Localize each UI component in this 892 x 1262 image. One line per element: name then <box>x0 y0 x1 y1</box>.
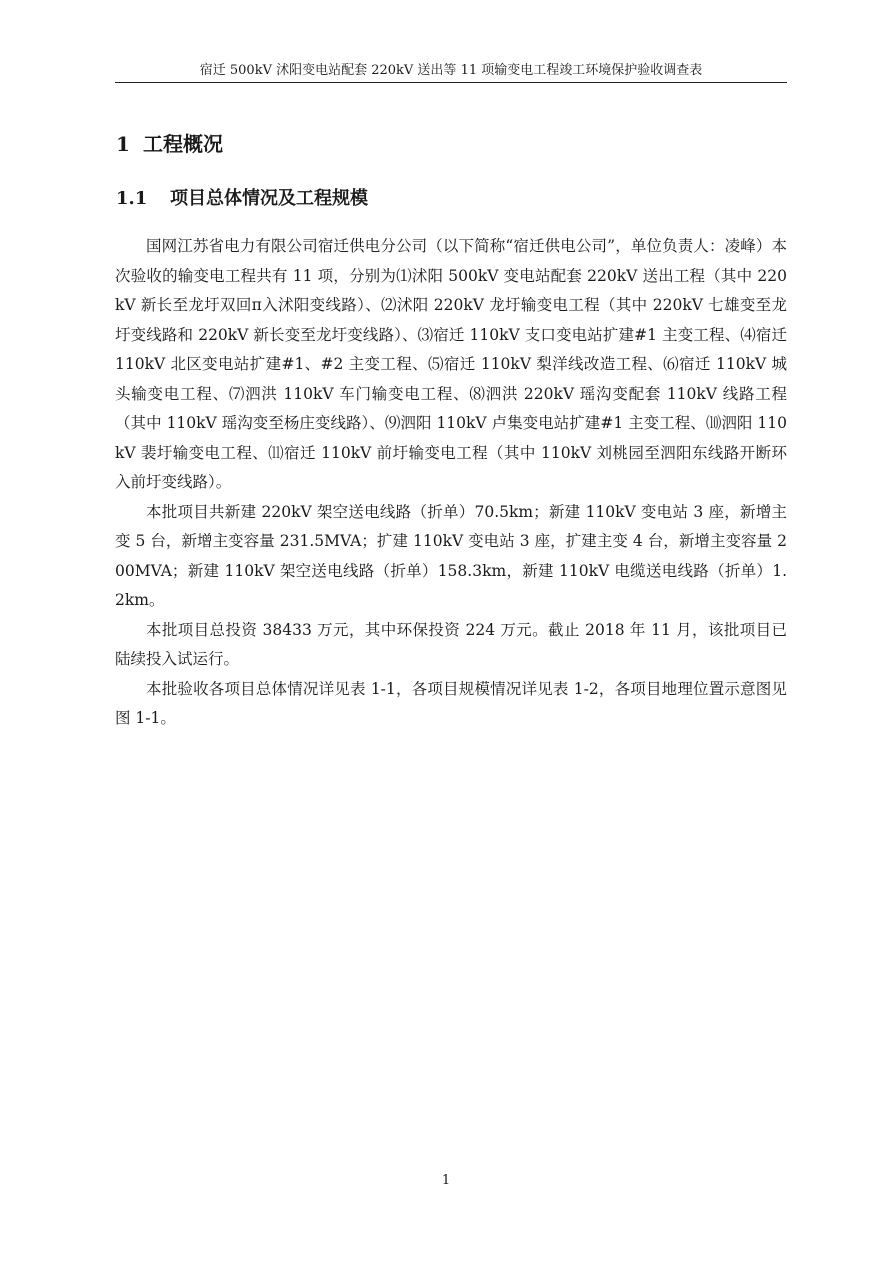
section-title: 工程概况 <box>143 132 223 156</box>
section-number: 1 <box>116 132 130 156</box>
body-text <box>115 232 787 734</box>
subsection-title: 项目总体情况及工程规模 <box>170 188 368 209</box>
paragraph-references: 本批验收各项目总体情况详见表 1-1，各项目规模情况详见表 1-2，各项目地理位置示意图见图 1-1。 <box>115 679 787 727</box>
running-header: 宿迁 500kV 沭阳变电站配套 220kV 送出等 11 项输变电工程竣工环境保护验收调查表 <box>199 63 703 78</box>
paragraph-project-overview: 国网江苏省电力有限公司宿迁供电分公司（以下简称“宿迁供电公司”，单位负责人：凌峰）本次验收的输变电工程共有 11 项，分别为⑴沭阳 500kV 变电站配套 220kV 送出工程（其中 220kV 新长至龙圩双回π入沭阳变线路）、⑵沭阳 220kV 龙圩输变电工程（其中 220kV 七雄变至龙圩变线路和 220kV 新长变至龙圩变线路）、⑶宿迁 110kV 支口变电站扩建#1 主变工程、⑷宿迁 110kV 北区变电站扩建#1、#2 主变工程、⑸宿迁 110kV 梨洋线改造工程、⑹宿迁 110kV 城头输变电工程、⑺泗洪 110kV 车门输变电工程、⑻泗洪 220kV 瑶沟变配套 110kV 线路工程（其中 110kV 瑶沟变至杨庄变线路）、⑼泗阳 110kV 卢集变电站扩建#1 主变工程、⑽泗阳 110kV 裴圩输变电工程、⑾宿迁 110kV 前圩输变电工程（其中 110kV 刘桃园至泗阳东线路开断环入前圩变线路）。 <box>115 237 787 491</box>
section-heading <box>116 130 223 158</box>
page-number: 1 <box>441 1173 451 1188</box>
subsection-number: 1.1 <box>116 188 148 209</box>
paragraph-project-scale: 本批项目共新建 220kV 架空送电线路（折单）70.5km；新建 110kV 变电站 3 座，新增主变 5 台，新增主变容量 231.5MVA；扩建 110kV 变电站 3 座，扩建主变 4 台，新增主变容量 200MVA；新建 110kV 架空送电线路（折单）158.3km，新建 110kV 电缆送电线路（折单）1.2km。 <box>115 502 787 609</box>
subsection-heading <box>116 186 368 212</box>
header-rule <box>115 82 787 83</box>
paragraph-investment: 本批项目总投资 38433 万元，其中环保投资 224 万元。截止 2018 年 11 月，该批项目已陆续投入试运行。 <box>115 620 787 668</box>
